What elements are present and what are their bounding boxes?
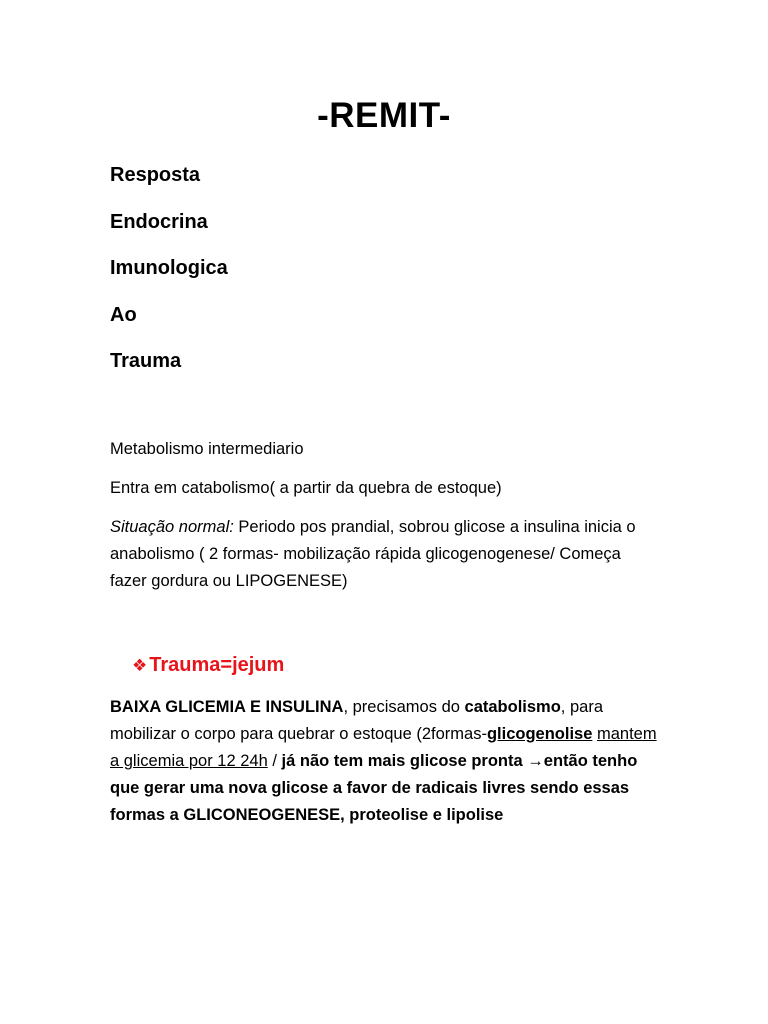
acronym-word: Resposta <box>110 164 201 186</box>
text-bold: catabolismo <box>464 698 561 716</box>
text-bold: já não tem mais glicose pronta <box>281 752 528 770</box>
acronym-list <box>110 160 228 393</box>
acronym-word: Imunologica <box>110 257 228 279</box>
acronym-word: Trauma <box>110 350 182 372</box>
normal-situation-text: Periodo pos prandial, sobrou glicose a insulina inicia o anabolismo ( 2 formas- mobilização rápida glicogenogenese/ Começa fazer gordura ou LIPOGENESE) <box>110 518 636 590</box>
text-bold-underline: glicogenolise <box>486 725 593 743</box>
text-underline: mantem a glicemia por 12 24h <box>110 725 657 770</box>
text-bold: então tenho que gerar uma nova glicose a favor de radicais livres sendo essas formas a GLICONEOGENESE, proteolise e lipolise <box>110 752 638 824</box>
text-bold: BAIXA GLICEMIA E INSULINA <box>110 698 344 716</box>
diamond-bullet-icon: ❖ <box>132 656 148 675</box>
section-heading <box>132 650 284 681</box>
document-title: -REMIT- <box>317 96 451 135</box>
arrow-right-icon: → <box>527 752 544 770</box>
paragraph-metabolism: Metabolismo intermediario <box>110 440 304 458</box>
text-span: , precisamos do <box>343 698 465 716</box>
paragraph-catabolism: Entra em catabolismo( a partir da quebra de estoque) <box>110 479 502 497</box>
text-span: , para mobilizar o corpo para quebrar o estoque (2formas- <box>110 698 603 743</box>
paragraph-trauma <box>110 694 658 829</box>
paragraph-normal-situation <box>110 514 658 595</box>
normal-situation-label: Situação normal: <box>110 518 234 536</box>
acronym-word: Ao <box>110 303 137 326</box>
text-span: / <box>267 752 282 770</box>
acronym-word: Endocrina <box>110 210 208 233</box>
section-heading-text: Trauma=jejum <box>149 654 285 676</box>
